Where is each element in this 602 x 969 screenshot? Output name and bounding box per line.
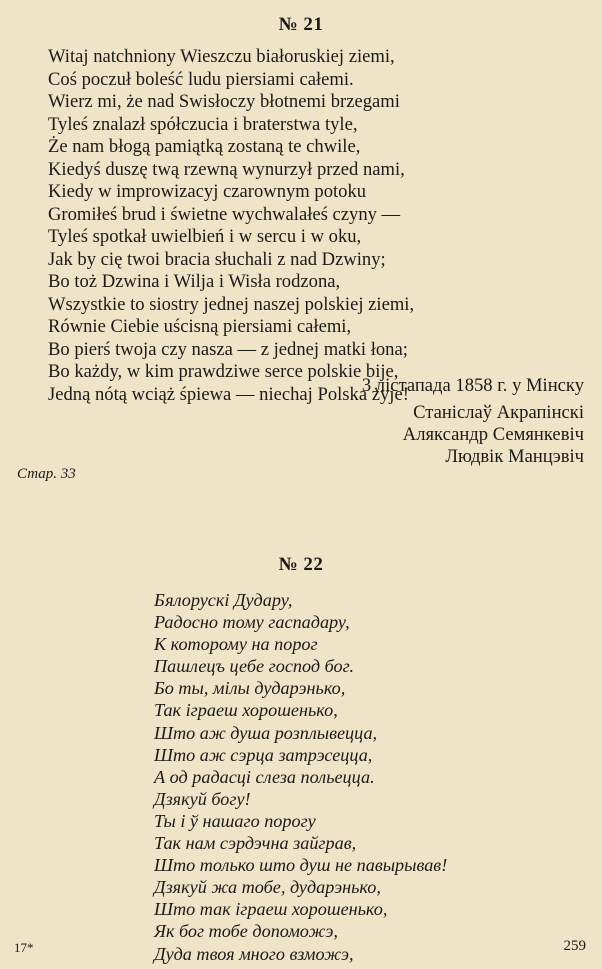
poem-line: Jak by cię twoi bracia słuchali z nad Dzwiny; bbox=[48, 248, 386, 270]
poem-line: Пашлецъ цебе господ бог. bbox=[154, 656, 355, 677]
poem-line: Że nam błogą pamiątką zostaną te chwile, bbox=[48, 136, 361, 157]
page-number: 259 bbox=[563, 938, 586, 954]
poem-line: К которому на порог bbox=[154, 634, 318, 655]
poem-line: Bo każdy, w kim prawdziwe serce polskie bije, bbox=[48, 361, 399, 382]
signature-name: Станіслаў Акрапінскі bbox=[413, 402, 584, 423]
poem-line: Ты і ў нашаго порогу bbox=[154, 810, 316, 831]
poem-line: Coś poczuł boleść ludu piersiami całemi. bbox=[48, 68, 354, 90]
poem-line: Радосно тому гаспадару, bbox=[154, 612, 350, 633]
poem-line: Gromiłeś brud i świetne wychwalałeś czyny — bbox=[48, 203, 401, 225]
poem-line: Што только што душ не павырывав! bbox=[154, 855, 448, 876]
poem-line: Bo toż Dzwina i Wilja i Wisła rodzona, bbox=[48, 271, 341, 292]
poem-line: Як бог тобе допоможэ, bbox=[154, 921, 338, 942]
poem-line: Дзякуй жа тобе, дударэнько, bbox=[154, 877, 381, 898]
poem-line: Bo pierś twoja czy nasza — z jednej matki łona; bbox=[48, 338, 408, 360]
poem-line: Дуда твоя много взможэ, bbox=[154, 943, 354, 964]
poem-21-heading: № 21 bbox=[278, 14, 324, 35]
poem-line: Wszystkie to siostry jednej naszej polskiej ziemi, bbox=[48, 293, 415, 315]
poem-22-heading: № 22 bbox=[278, 554, 324, 575]
poem-line: Бялорускі Дудару, bbox=[154, 590, 293, 610]
poem-line: Kiedy w improwizacyj czarownym potoku bbox=[48, 181, 367, 202]
printer-signature-mark: 17* bbox=[14, 940, 34, 955]
poem-line: Kiedyś duszę twą rzewną wynurzył przed nami, bbox=[48, 158, 405, 180]
poem-line: Так нам сэрдэчна зайграв, bbox=[154, 833, 357, 854]
poem-line: Jedną nótą wciąż śpiewa — niechaj Polska żyje! bbox=[48, 383, 409, 405]
poem-line: Witaj natchniony Wieszczu białoruskiej ziemi, bbox=[48, 46, 395, 67]
signature-name: Людвік Манцэвіч bbox=[445, 446, 584, 467]
poem-line: Wierz mi, że nad Swisłoczy błotnemi brzegami bbox=[48, 91, 400, 112]
poem-line: Так іграеш хорошенько, bbox=[154, 700, 338, 721]
poem-line: Што аж душа розплывецца, bbox=[154, 722, 378, 743]
poem-21-signatures bbox=[403, 402, 584, 468]
poem-line: Tyleś znalazł spółczucia i braterstwa tyle, bbox=[48, 113, 358, 135]
poem-line: Równie Ciebie uścisną piersiami całemi, bbox=[48, 316, 352, 337]
poem-line: Што аж сэрца затрэсецца, bbox=[154, 744, 373, 765]
poem-line: Бо ты, мілы дударэнько, bbox=[154, 678, 346, 699]
page-reference-note: Стар. 33 bbox=[17, 466, 76, 482]
poem-21-dateline: 3 лістапада 1858 г. у Мінску bbox=[361, 375, 584, 396]
poem-line: Дзякуй богу! bbox=[154, 788, 251, 809]
poem-21-text bbox=[48, 46, 414, 406]
poem-22-text bbox=[154, 589, 447, 965]
poem-line: Tyleś spotkał uwielbień i w sercu i w oku, bbox=[48, 226, 362, 247]
signature-name: Аляксандр Семянкевіч bbox=[402, 424, 584, 445]
poem-line: А од радасці слеза польецца. bbox=[154, 766, 375, 787]
poem-line: Што так іграеш хорошенько, bbox=[154, 899, 388, 920]
